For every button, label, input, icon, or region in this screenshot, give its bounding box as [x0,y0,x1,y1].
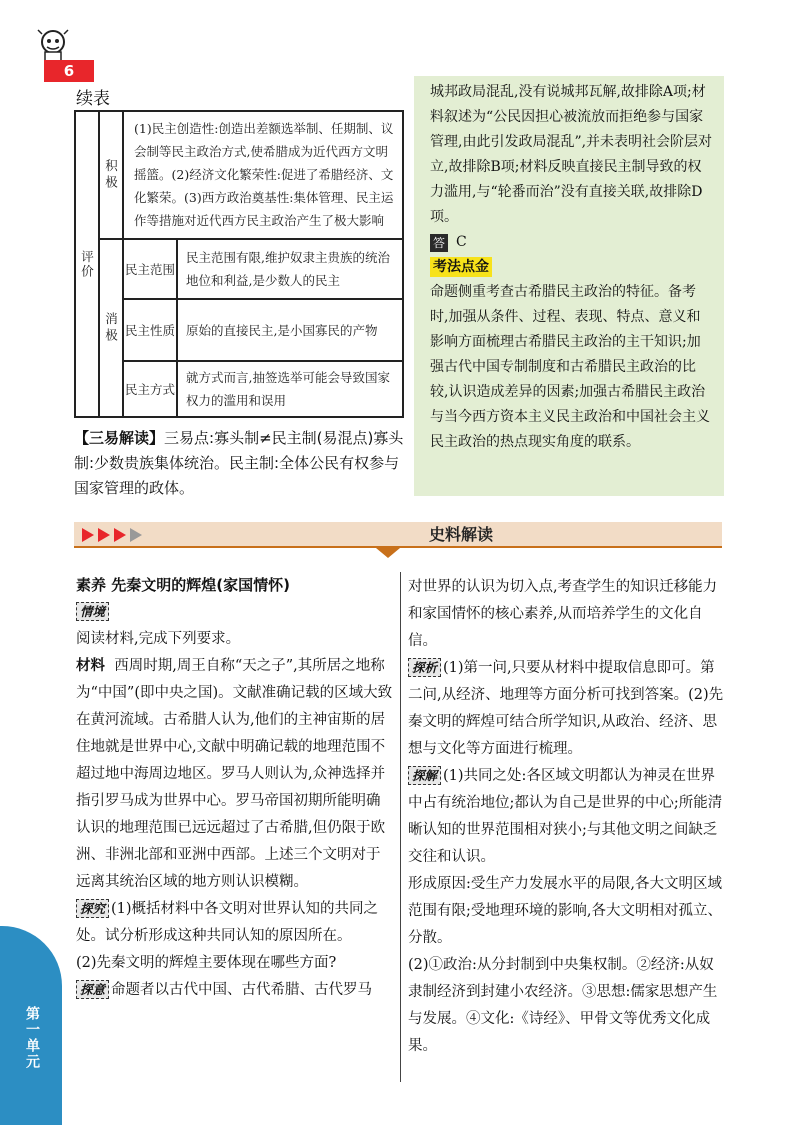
question-2: (2)先秦文明的辉煌主要体现在哪些方面? [76,955,337,971]
cell-jiji: 积极 [99,111,123,239]
row-label-scope: 民主范围 [123,239,177,299]
cell-xiaoji: 消极 [99,239,123,417]
material-text: 西周时期,周王自称“天之子”,其所居之地称为“中国”(即中央之国)。文献准确记载的区域大致在黄河流域。古希腊人认为,他们的主神宙斯的居住地就是世界中心,文献中明确记载的地理范围不超过地中海周边地区。罗马人则认为,众神选择并指引罗马成为世界中心。罗马帝国初期所能明确认识的地理范围已远远超过了古希腊,但仍限于欧洲、非洲北部和亚洲中西部。上述三个文明对于远离其统治区域的地方则认识模糊。 [76,658,393,890]
evaluation-table [74,110,404,418]
triangle-down-icon [376,548,400,558]
row-label-method: 民主方式 [123,361,177,417]
answer-2-text: (2)①政治:从分封制到中央集权制。②经济:从奴隶制经济到封建小农经济。③思想:儒家思想产生与发展。④文化:《诗经》、甲骨文等优秀文化成果。 [408,957,718,1054]
tanyi-continued: 对世界的认识为切入点,考查学生的知识迁移能力和家国情怀的核心素养,从而培养学生的文化自信。 [408,579,718,649]
left-column [76,572,394,1004]
tanxi-tag: 探析 [408,658,441,677]
table-caption: 续表 [76,89,110,109]
sanyi-label: 【三易解读】 [74,429,165,447]
question-1 [76,896,394,950]
analysis-text: 城邦政局混乱,没有说城邦瓦解,故排除A项;材料叙述为“公民因担心被流放而拒绝参与国家管理,由此引发政局混乱”,并未表明社会阶层对立,故排除B项;材料反映直接民主制导致的权力滥用,与“轮番而治”没有直接关联,故排除D项。 [430,84,713,225]
tanxi-block [408,655,726,763]
row-text-method: 就方式而言,抽签选举可能会导致国家权力的滥用和误用 [177,361,403,417]
reason-text: 形成原因:受生产力发展水平的局限,各大文明区域范围有限;受地理环境的影响,各大文明相对孤立、分散。 [408,876,722,946]
answer-box [414,76,724,496]
arrow-icon [114,528,126,542]
row-label-nature: 民主性质 [123,299,177,361]
tanyi-text: 命题者以古代中国、古代希腊、古代罗马 [111,982,373,998]
unit-label: 第一单元 [24,1006,40,1070]
row-text-nature: 原始的直接民主,是小国寡民的产物 [177,299,403,361]
question-1-text: (1)概括材料中各文明对世界认知的共同之处。试分析形成这种共同认知的原因所在。 [76,901,379,944]
answer-value: C [456,234,467,250]
kaofa-label: 考法点金 [430,257,492,277]
sanyi-note [74,426,410,501]
sanyi-text: 三易点:寡头制≠民主制(易混点)寡头制:少数贵族集体统治。民主制:全体公民有权参与国家管理的政体。 [74,429,404,497]
section-title: 史料解读 [428,525,493,544]
tanjie-block [408,763,726,871]
material-label: 材料 [76,658,105,674]
column-divider [400,572,401,1082]
tanjiu-tag: 探究 [76,899,109,918]
kaofa-text: 命题侧重考查古希腊民主政治的特征。备考时,加强从条件、过程、表现、特点、意义和影响方面梳理古希腊民主政治的主干知识;加强古代中国专制制度和古希腊民主政治的比较,认识造成差异的因素;加强古希腊民主政治与当今西方资本主义民主政治和中国社会主义民主政治的热点现实角度的联系。 [430,284,710,450]
cell-pingjia: 评价 [75,111,99,417]
arrow-icon [130,528,142,542]
row-text-scope: 民主范围有限,维护奴隶主贵族的统治地位和利益,是少数人的民主 [177,239,403,299]
tanyi-block [76,977,394,1004]
arrow-icon [98,528,110,542]
section-banner [74,522,722,548]
answer-badge: 答 [430,234,448,252]
instruction-text: 阅读材料,完成下列要求。 [76,631,241,647]
suyang-title: 素养 先秦文明的辉煌(家国情怀) [76,576,290,594]
cell-jiji-text: (1)民主创造性:创造出差额选举制、任期制、议会制等民主政治方式,使希腊成为近代西方文明摇篮。(2)经济文化繁荣性:促进了希腊经济、文化繁荣。(3)西方政治奠基性:集体管理、民主运作等措施对近代西方民主政治产生了极大影响 [123,111,403,239]
tanjie-tag: 探解 [408,766,441,785]
tanjie-text: (1)共同之处:各区域文明都认为神灵在世界中占有统治地位;都认为自己是世界的中心;所能清晰认知的世界范围相对狭小;与其他文明之间缺乏交往和认识。 [408,768,723,865]
tanxi-text: (1)第一问,只要从材料中提取信息即可。第二问,从经济、地理等方面分析可找到答案。(2)先秦文明的辉煌可结合所学知识,从政治、经济、思想与文化等方面进行梳理。 [408,660,724,757]
answer-line [430,230,714,255]
material-block [76,653,394,896]
right-column [408,574,726,1060]
arrow-icon [82,528,94,542]
qingjing-tag: 情境 [76,602,109,621]
tanyi-tag: 探意 [76,980,109,999]
page-number: 6 [44,60,94,82]
